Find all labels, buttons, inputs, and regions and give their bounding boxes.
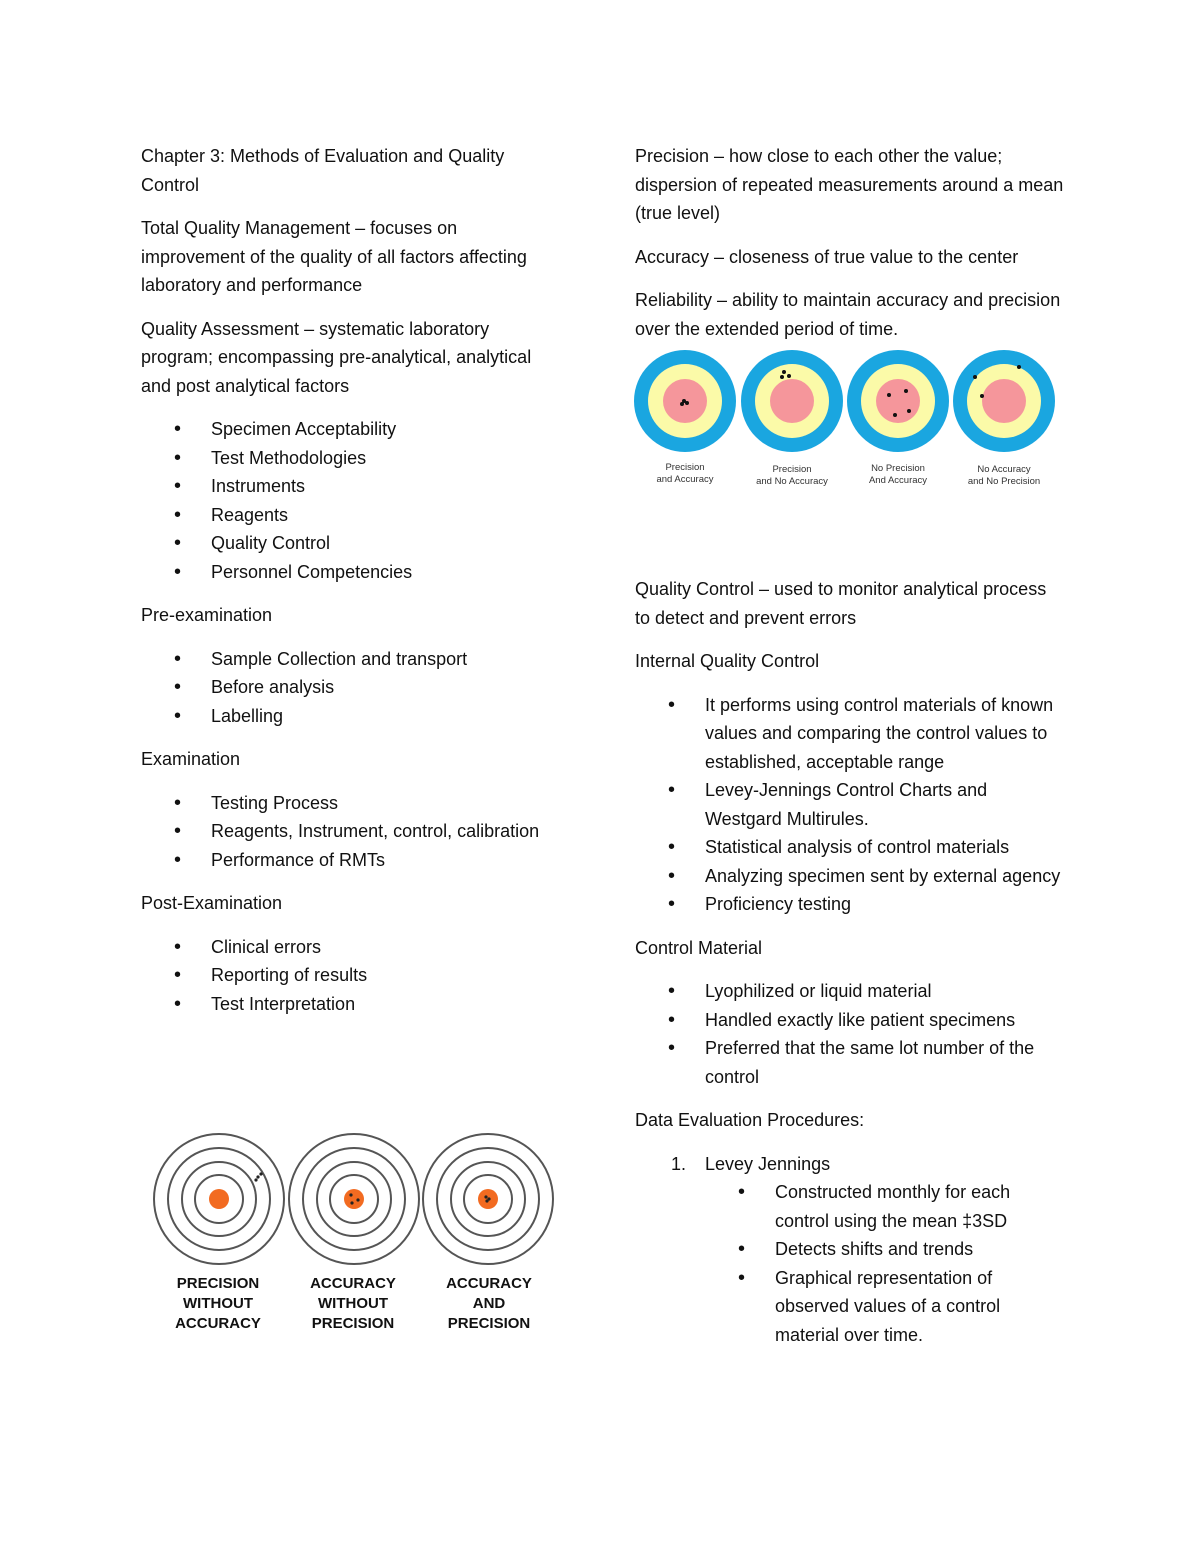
target-label-line: Precision [772, 464, 812, 475]
list-item: • Levey-Jennings Control Charts and Westgard Multirules. [635, 776, 1065, 833]
target-label-line: and No Precision [967, 476, 1041, 487]
list-item: • Proficiency testing [635, 890, 1065, 919]
list-item: • Constructed monthly for each control using the mean ‡3SD [635, 1178, 1065, 1235]
list-item: • Graphical representation of observed values of a control material over time. [635, 1264, 1065, 1350]
target-label-line: AND [472, 1295, 506, 1312]
shot-dot [782, 370, 786, 374]
target-precision-and-accuracy [634, 350, 736, 485]
shot-dot [887, 393, 891, 397]
shot-dot [680, 402, 684, 406]
internal-qc-heading: Internal Quality Control [635, 651, 820, 671]
tqm-definition: Total Quality Management – focuses on improvement of the quality of all factors affecting laboratory and performance [141, 218, 527, 295]
shot-dot [259, 1172, 262, 1175]
internal-qc-list [635, 691, 1065, 919]
left-column [141, 142, 561, 1033]
list-item: • Specimen Acceptability [141, 415, 561, 444]
control-material-heading: Control Material [635, 937, 763, 958]
list-item: • Quality Control [141, 529, 561, 558]
list-item: • Reagents [141, 501, 561, 530]
qa-definition: Quality Assessment – systematic laboratory program; encompassing pre-analytical, analytical and post analytical factors [141, 318, 532, 396]
precision-definition: Precision – how close to each other the value; dispersion of repeated measurements around a mean (true level) [635, 146, 1064, 223]
reliability-definition: Reliability – ability to maintain accuracy and precision over the extended period of time. [635, 290, 1061, 339]
target-ring-inner [770, 379, 814, 423]
shot-dot [349, 1193, 352, 1196]
target-accuracy-and-precision [423, 1134, 553, 1332]
precision-accuracy-targets-figure [150, 1130, 560, 1335]
list-item: • Test Methodologies [141, 444, 561, 473]
list-item: • Performance of RMTs [141, 846, 561, 875]
list-item: • Analyzing specimen sent by external agency [635, 862, 1065, 891]
list-item: • Reagents, Instrument, control, calibration [141, 817, 561, 846]
target-accuracy-without-precision [289, 1134, 419, 1332]
item-text: Levey Jennings [705, 1153, 831, 1174]
target-label-line: PRECISION [447, 1315, 531, 1332]
list-item: • Reporting of results [141, 961, 561, 990]
target-label-line: ACCURACY [175, 1315, 261, 1332]
colored-targets-figure [633, 349, 1063, 509]
shot-dot [685, 401, 689, 405]
shot-dot [254, 1178, 257, 1181]
list-item: • Preferred that the same lot number of the control [635, 1034, 1065, 1091]
shot-dot [485, 1199, 488, 1202]
shot-dot [904, 389, 908, 393]
list-item: • Testing Process [141, 789, 561, 818]
data-evaluation-list [635, 1150, 1065, 1179]
target-label-line: No Accuracy [977, 464, 1031, 475]
list-item: • Labelling [141, 702, 561, 731]
target-label-line: ACCURACY [446, 1275, 532, 1292]
shot-dot [787, 374, 791, 378]
shot-dot [484, 1195, 487, 1198]
target-label-line: PRECISION [176, 1275, 260, 1292]
target-ring-inner [876, 379, 920, 423]
list-item: • Personnel Competencies [141, 558, 561, 587]
levey-jennings-sublist [635, 1178, 1065, 1349]
target-precision-without-accuracy [154, 1134, 284, 1332]
pre-examination-heading: Pre-examination [141, 605, 273, 625]
target-label-line: No Precision [871, 463, 925, 474]
list-item: • It performs using control materials of known values and comparing the control values to established, acceptable range [635, 691, 1065, 777]
accuracy-definition: Accuracy – closeness of true value to the center [635, 246, 1019, 267]
shot-dot [980, 394, 984, 398]
target-precision-no-accuracy [741, 350, 843, 487]
list-item: • Handled exactly like patient specimens [635, 1006, 1065, 1035]
list-item: • Sample Collection and transport [141, 645, 561, 674]
shot-dot [893, 413, 897, 417]
shot-dot [356, 1198, 359, 1201]
shot-dot [256, 1175, 259, 1178]
qa-list [141, 415, 561, 586]
spacer [635, 509, 1065, 575]
target-label-line: PRECISION [311, 1315, 395, 1332]
bullseye [209, 1189, 229, 1209]
list-item: • Test Interpretation [141, 990, 561, 1019]
list-item: • Lyophilized or liquid material [635, 977, 1065, 1006]
shot-dot [350, 1201, 353, 1204]
item-number: 1. [671, 1153, 687, 1174]
target-label-line: WITHOUT [318, 1295, 388, 1312]
list-item: • Before analysis [141, 673, 561, 702]
list-item: • Instruments [141, 472, 561, 501]
post-examination-heading: Post-Examination [141, 893, 283, 913]
target-ring-inner [982, 379, 1026, 423]
list-item: • Detects shifts and trends [635, 1235, 1065, 1264]
examination-list [141, 789, 561, 875]
target-label-line: Precision [665, 462, 705, 473]
bullseye [344, 1189, 364, 1209]
pre-examination-list [141, 645, 561, 731]
target-label-line: and Accuracy [656, 474, 714, 485]
data-evaluation-heading: Data Evaluation Procedures: [635, 1110, 865, 1130]
shot-dot [1017, 365, 1021, 369]
target-no-precision-accuracy [847, 350, 949, 486]
target-label-line: and No Accuracy [756, 476, 828, 487]
list-item: • Statistical analysis of control materials [635, 833, 1065, 862]
target-label-line: WITHOUT [183, 1295, 253, 1312]
list-item: • Clinical errors [141, 933, 561, 962]
shot-dot [780, 375, 784, 379]
target-no-accuracy-no-precision [953, 350, 1055, 487]
right-column [635, 142, 1065, 1349]
numbered-item [635, 1150, 1065, 1179]
shot-dot [907, 409, 911, 413]
post-examination-list [141, 933, 561, 1019]
examination-heading: Examination [141, 749, 241, 769]
target-label-line: ACCURACY [310, 1275, 396, 1292]
quality-control-definition: Quality Control – used to monitor analytical process to detect and prevent errors [635, 579, 1047, 628]
target-label-line: And Accuracy [868, 475, 928, 486]
shot-dot [973, 375, 977, 379]
control-material-list [635, 977, 1065, 1091]
chapter-title: Chapter 3: Methods of Evaluation and Quality Control [141, 146, 505, 195]
